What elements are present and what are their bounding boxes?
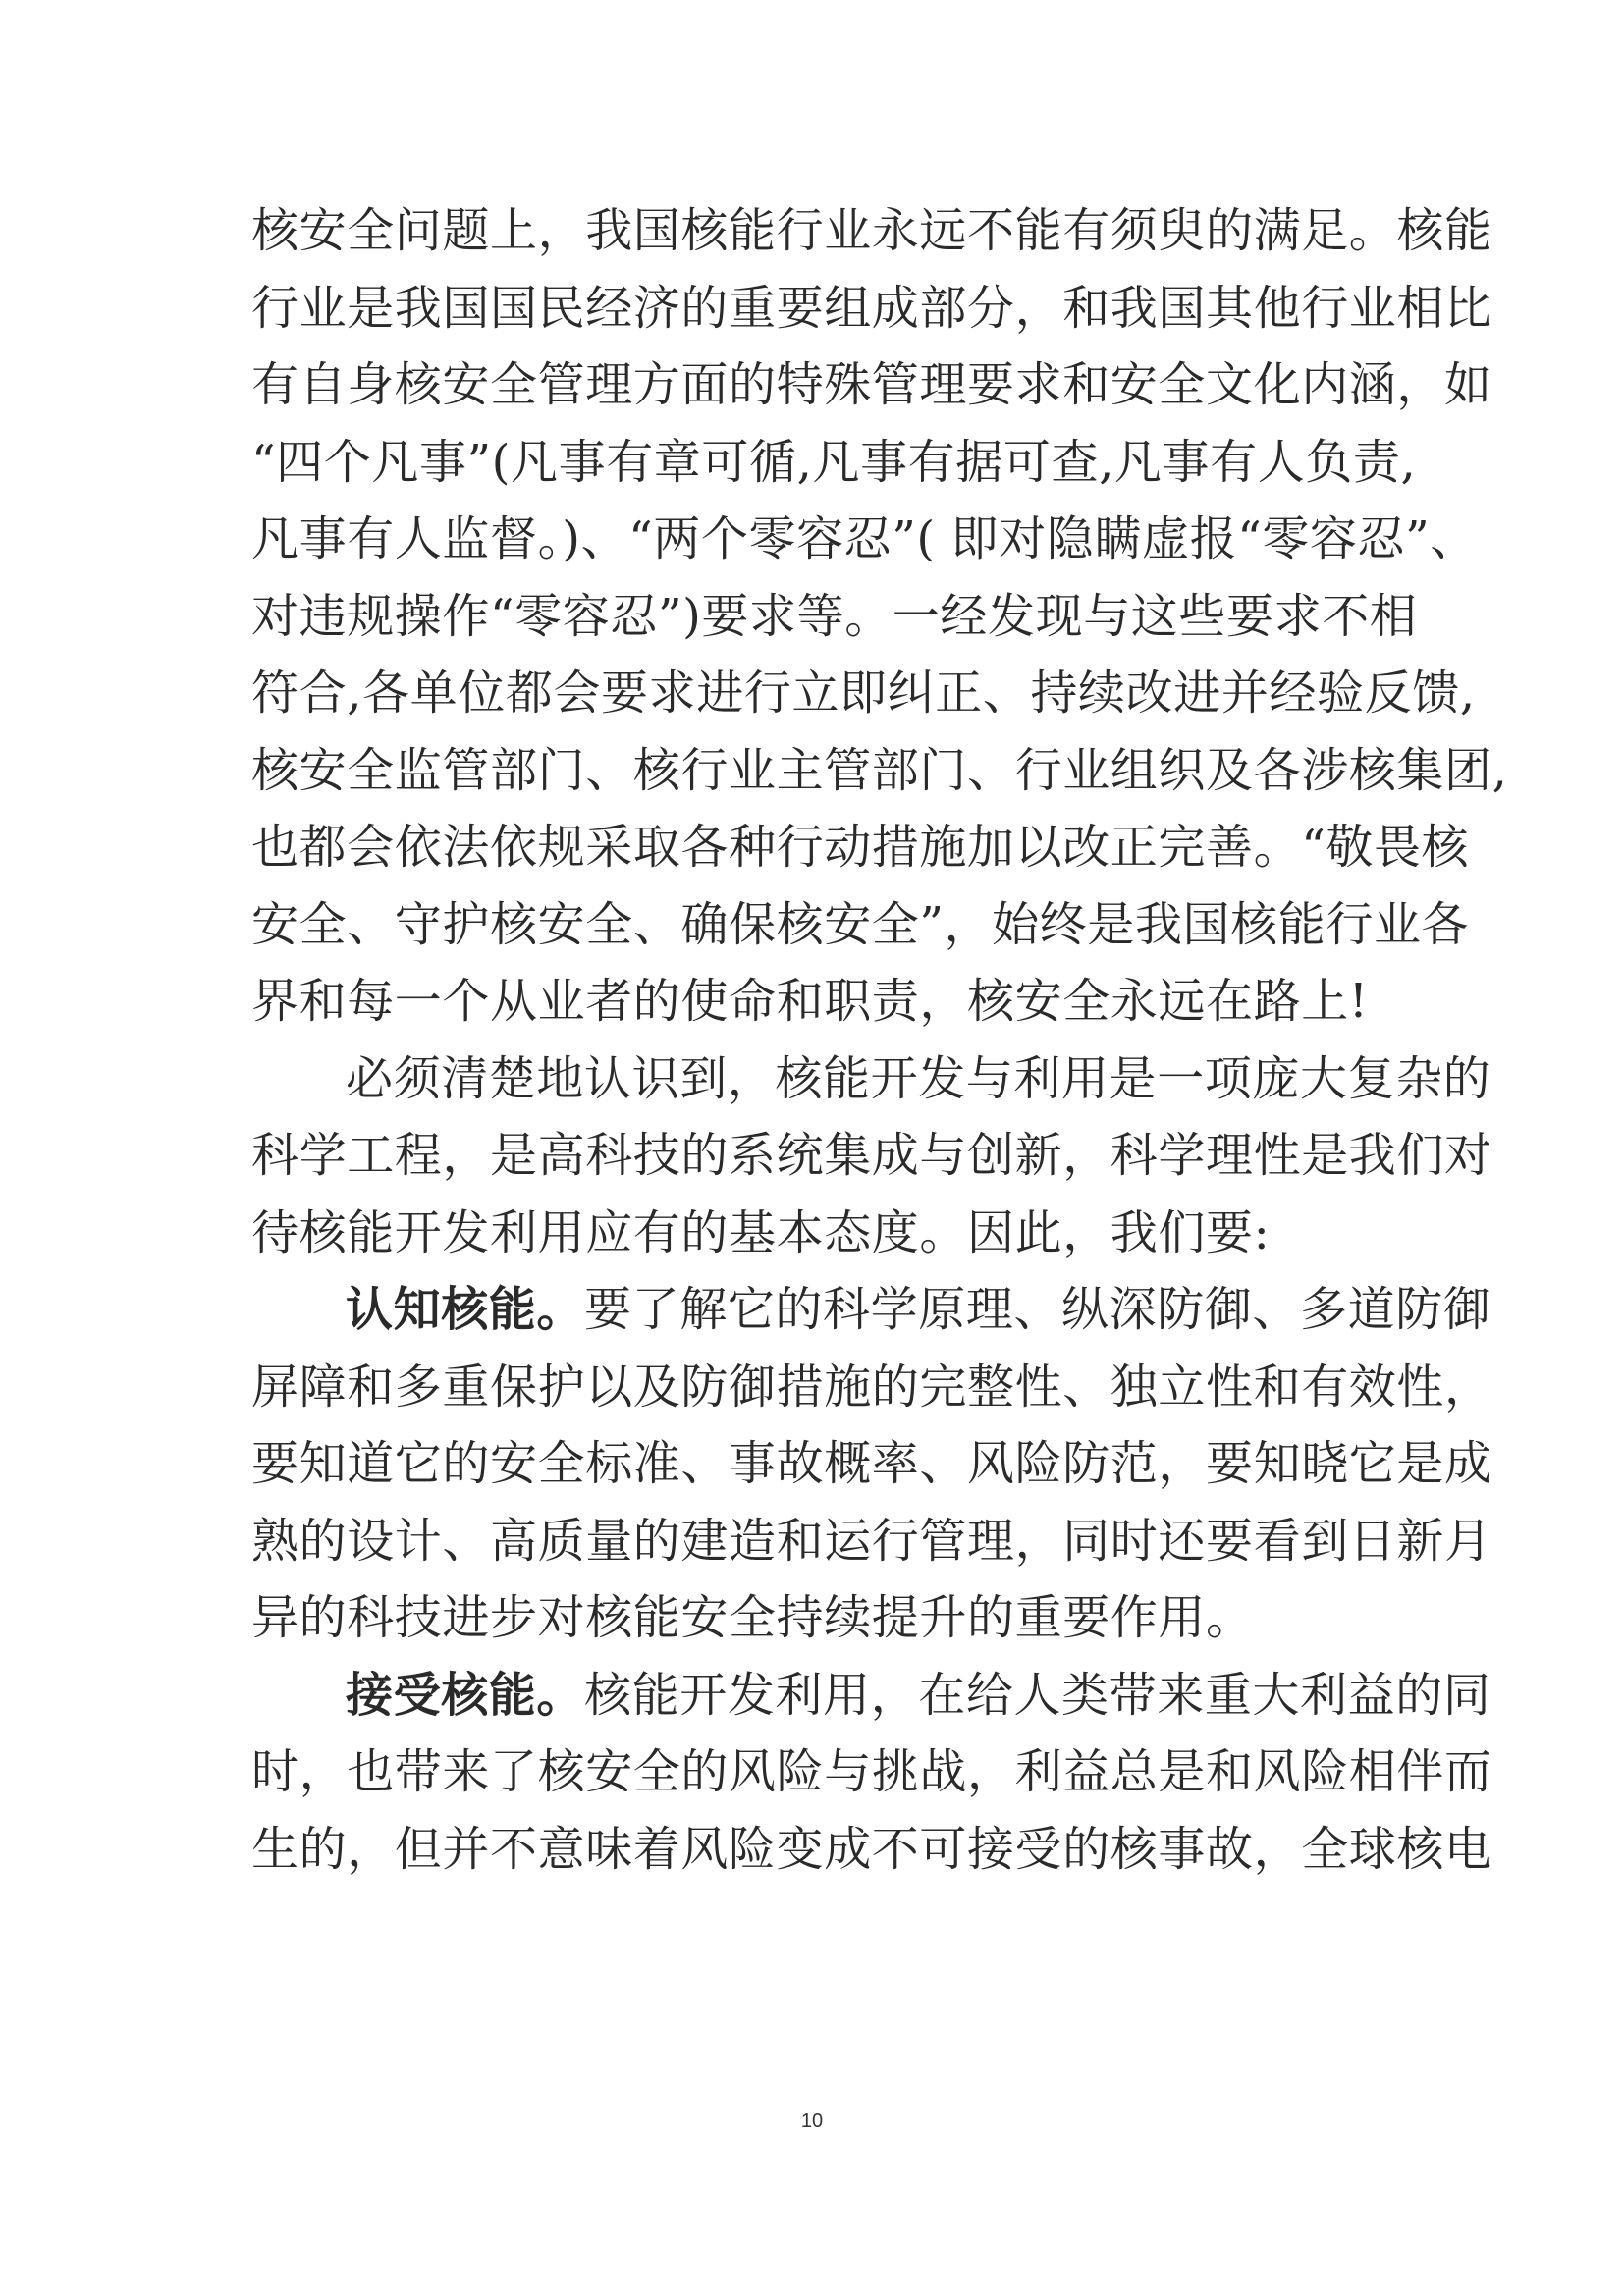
page-number: 10: [800, 2110, 824, 2132]
paragraph-lead: 认知核能。: [346, 1282, 585, 1337]
text-line: 熟的设计、高质量的建造和运行管理，同时还要看到日新月: [251, 1513, 1492, 1569]
text-line: 核安全监管部门、核行业主管部门、行业组织及各涉核集团,: [251, 742, 1508, 798]
text-line: [251, 1271, 1491, 1349]
text-span: 要了解它的科学原理、纵深防御、多道防御: [584, 1282, 1491, 1337]
text-line: 要知道它的安全标准、事故概率、风险防范，要知晓它是成: [251, 1436, 1492, 1491]
text-line: 也都会依法依规采取各种行动措施加以改正完善。“敬畏核: [251, 820, 1470, 875]
text-line: 待核能开发利用应有的基本态度。因此，我们要:: [251, 1204, 1271, 1260]
text-line: 安全、守护核安全、确保核安全”，始终是我国核能行业各: [251, 896, 1470, 952]
text-line: [251, 1657, 1491, 1735]
text-span: 核能开发利用，在给人类带来重大利益的同: [584, 1667, 1491, 1723]
text-line: 生的，但并不意味着风险变成不可接受的核事故，全球核电: [251, 1821, 1492, 1877]
paragraph-lead: 接受核能。: [346, 1667, 585, 1723]
paragraph-understand-nuclear: [251, 1271, 1492, 1657]
text-line: 异的科技进步对核能安全持续提升的重要作用。: [251, 1590, 1254, 1645]
paragraph-nuclear-safety-culture: [251, 192, 1508, 1041]
text-line: 界和每一个从业者的使命和职责，核安全永远在路上!: [251, 974, 1369, 1029]
text-line: 对违规操作“零容忍”)要求等。一经发现与这些要求不相: [251, 588, 1418, 644]
paragraph-scientific-attitude: [251, 1041, 1492, 1272]
text-line: 科学工程，是高科技的系统集成与创新，科学理性是我们对: [251, 1128, 1492, 1183]
text-line: 行业是我国国民经济的重要组成部分，和我国其他行业相比: [251, 280, 1492, 336]
text-line: 符合,各单位都会要求进行立即纠正、持续改进并经验反馈,: [251, 666, 1476, 721]
text-line: 核安全问题上，我国核能行业永远不能有须臾的满足。核能: [251, 203, 1492, 258]
text-line: 时，也带来了核安全的风险与挑战，利益总是和风险相伴而: [251, 1744, 1492, 1799]
text-line: 必须清楚地认识到，核能开发与利用是一项庞大复杂的: [346, 1050, 1491, 1106]
body-text: [251, 192, 1508, 1888]
text-line: 有自身核安全管理方面的特殊管理要求和安全文化内涵，如: [251, 357, 1492, 412]
text-line: 凡事有人监督。)、“两个零容忍”( 即对隐瞒虚报“零容忍”、: [251, 511, 1478, 566]
text-line: “四个凡事”(凡事有章可循,凡事有据可查,凡事有人负责,: [251, 434, 1417, 490]
text-line: 屏障和多重保护以及防御措施的完整性、独立性和有效性，: [251, 1359, 1492, 1415]
paragraph-accept-nuclear: [251, 1657, 1492, 1889]
